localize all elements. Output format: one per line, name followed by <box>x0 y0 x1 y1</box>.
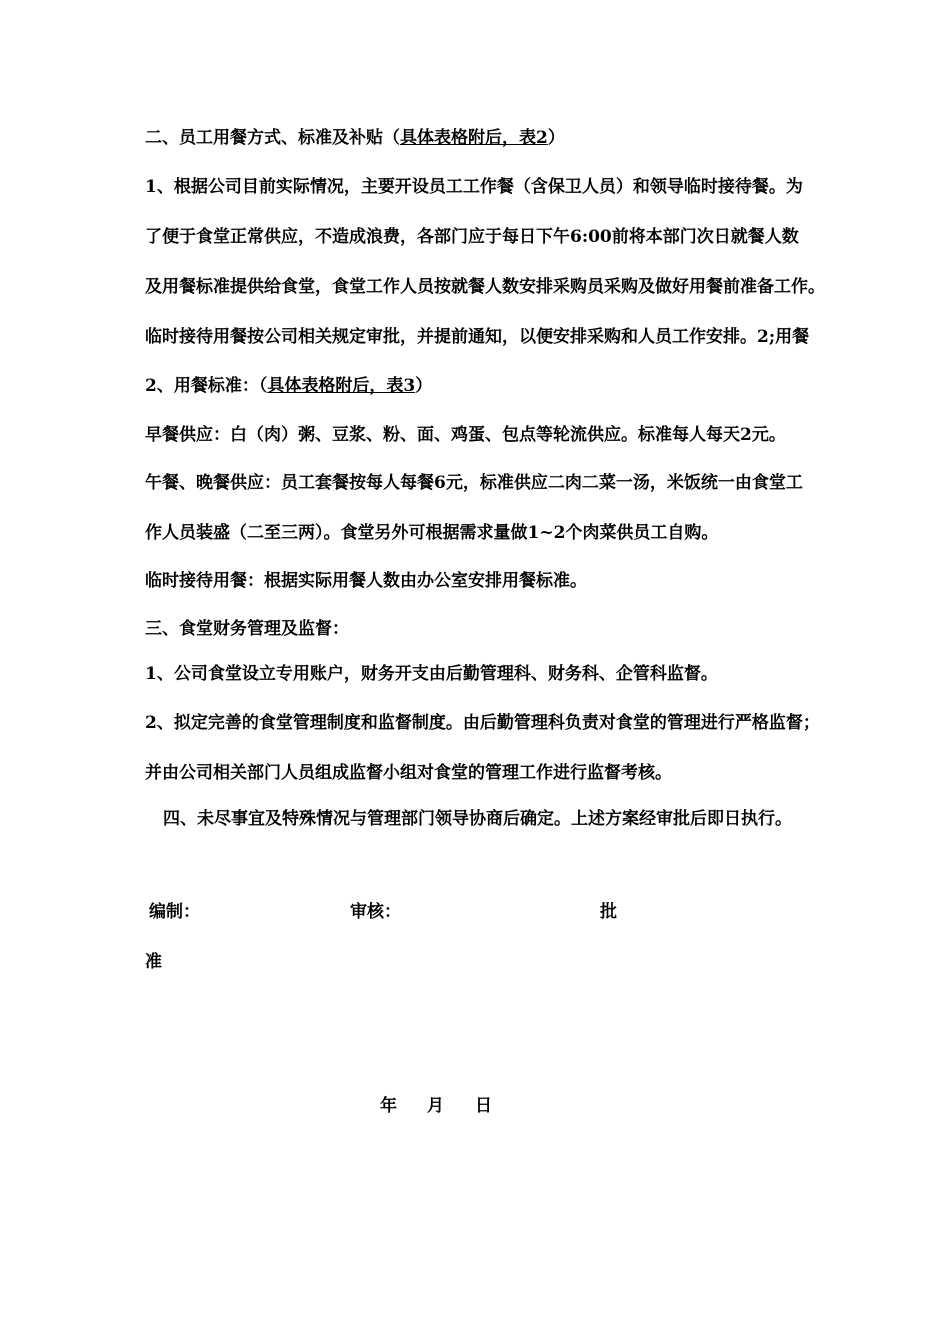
breakfast-standard: 早餐供应：白（肉）粥、豆浆、粉、面、鸡蛋、包点等轮流供应。标准每人每天2元。 <box>145 425 786 445</box>
section3-item2-line1: 2、拟定完善的食堂管理制度和监督制度。由后勤管理科负责对食堂的管理进行严格监督； <box>145 713 820 733</box>
section3-heading: 三、食堂财务管理及监督： <box>145 619 349 639</box>
table3-reference: 具体表格附后，表3 <box>267 376 416 396</box>
date-month: 月 <box>427 1096 444 1116</box>
lunch-dinner-line2: 作人员装盛（二至三两）。食堂另外可根据需求量做1~2个肉菜供员工自购。 <box>145 523 719 543</box>
compiled-by-label: 编制： <box>149 902 200 922</box>
date-day: 日 <box>475 1096 492 1116</box>
approved-by-label-part2: 准 <box>145 952 162 972</box>
section2-item1-line2: 了便于食堂正常供应，不造成浪费，各部门应于每日下午6:00前将本部门次日就餐人数 <box>145 227 799 247</box>
approved-by-label-part1: 批 <box>600 902 617 922</box>
section2-item1-line3: 及用餐标准提供给食堂，食堂工作人员按就餐人数安排采购员采购及做好用餐前准备工作。 <box>145 277 825 297</box>
section3-item1: 1、公司食堂设立专用账户，财务开支由后勤管理科、财务科、企管科监督。 <box>145 664 718 684</box>
section2-item1-line1: 1、根据公司目前实际情况，主要开设员工工作餐（含保卫人员）和领导临时接待餐。为 <box>145 177 803 197</box>
section4-text: 四、未尽事宜及特殊情况与管理部门领导协商后确定。上述方案经审批后即日执行。 <box>163 809 792 829</box>
lunch-dinner-line1: 午餐、晚餐供应：员工套餐按每人每餐6元，标准供应二肉二菜一汤，米饭统一由食堂工 <box>145 473 803 493</box>
section2-heading: 二、员工用餐方式、标准及补贴（具体表格附后，表2） <box>145 128 565 148</box>
section2-item1-line4: 临时接待用餐按公司相关规定审批，并提前通知，以便安排采购和人员工作安排。2;用餐 <box>145 327 810 347</box>
section3-item2-line2: 并由公司相关部门人员组成监督小组对食堂的管理工作进行监督考核。 <box>145 763 672 783</box>
date-year: 年 <box>380 1096 397 1116</box>
table2-reference: 具体表格附后，表2 <box>400 128 548 148</box>
section2-item2-heading: 2、用餐标准：（具体表格附后，表3） <box>145 376 433 396</box>
reviewed-by-label: 审核： <box>350 902 401 922</box>
temporary-meal: 临时接待用餐：根据实际用餐人数由办公室安排用餐标准。 <box>145 571 587 591</box>
